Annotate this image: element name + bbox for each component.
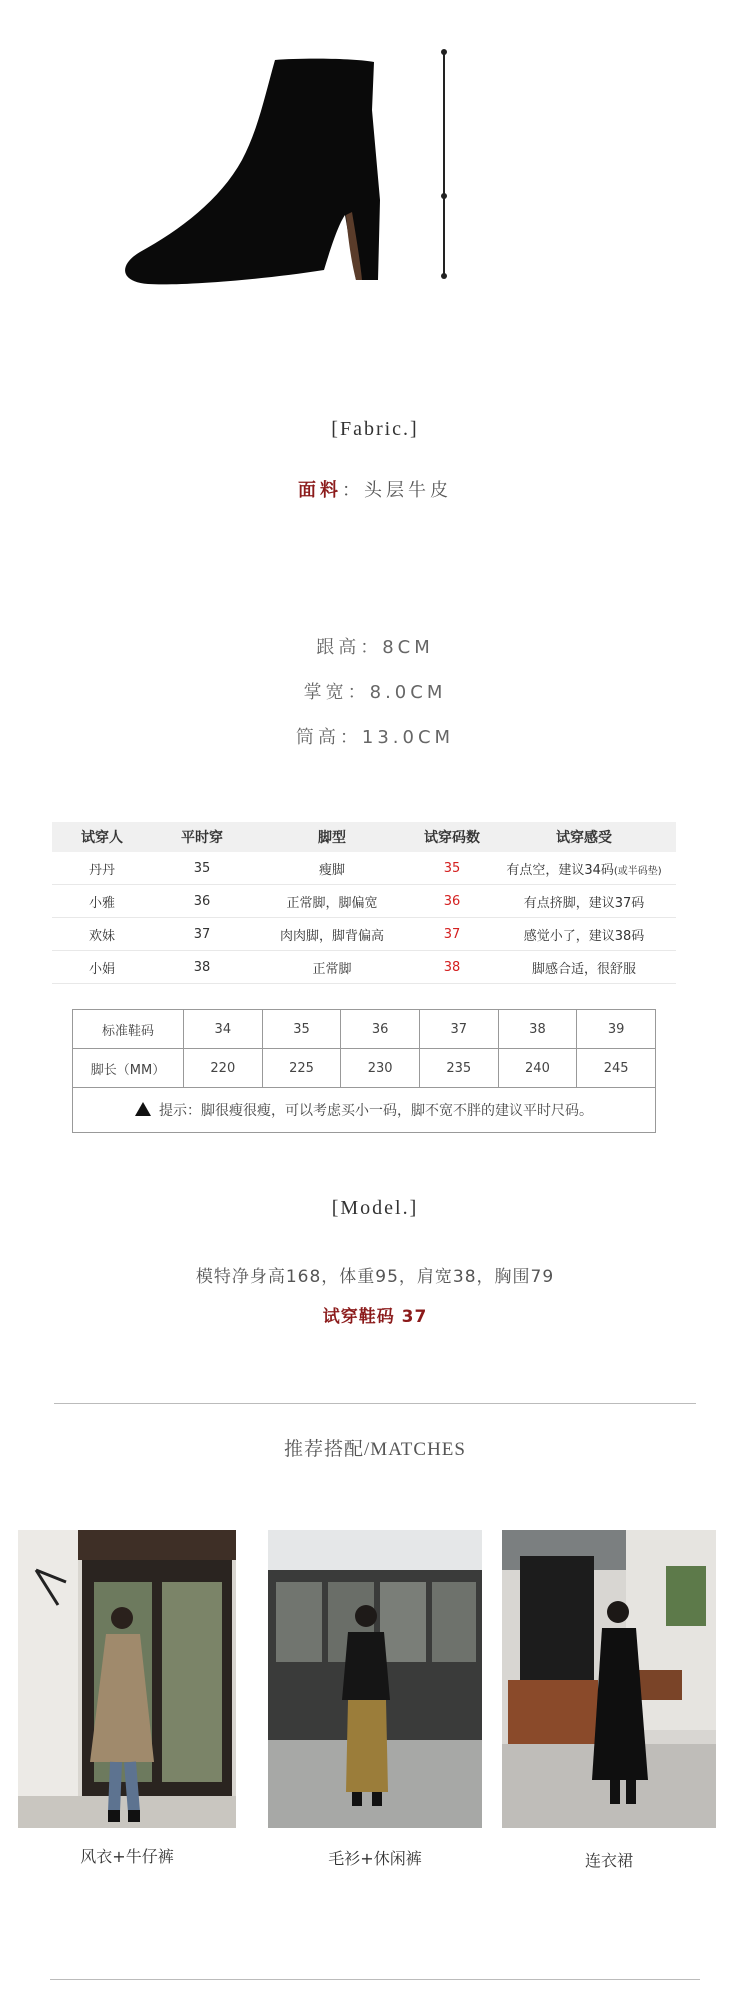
length-cell: 220	[184, 1049, 263, 1088]
match-caption-1: 风衣+牛仔裤	[80, 1847, 174, 1866]
tryon-feel: 有点挤脚，建议37码	[523, 895, 645, 911]
table-row	[52, 852, 676, 885]
tryon-tried: 36	[443, 893, 461, 909]
tryon-usual: 36	[193, 893, 211, 909]
model-section-title: [Model.]	[331, 1197, 419, 1219]
size-tip	[73, 1088, 656, 1133]
length-cell: 230	[341, 1049, 420, 1088]
length-cell: 235	[419, 1049, 498, 1088]
warning-triangle-icon	[135, 1102, 151, 1120]
tryon-header-foot: 脚型	[318, 830, 346, 846]
fabric-section-title: [Fabric.]	[331, 418, 419, 440]
foot-length-row-label: 脚长（MM）	[73, 1049, 184, 1088]
tryon-person: 欢妹	[88, 928, 115, 944]
fabric-line	[0, 476, 750, 502]
size-row	[73, 1010, 656, 1049]
matches-title: 推荐搭配/MATCHES	[284, 1439, 466, 1460]
match-caption-2: 毛衫+休闲裤	[328, 1849, 422, 1868]
tryon-table	[52, 822, 676, 984]
tryon-tried: 38	[443, 959, 461, 975]
tryon-usual: 38	[193, 959, 211, 975]
length-cell: 225	[262, 1049, 341, 1088]
fabric-separator: ：	[342, 480, 364, 501]
model-measurements: 模特净身高168，体重95，肩宽38，胸围79	[195, 1267, 555, 1287]
foot-length-row	[73, 1049, 656, 1088]
tryon-usual: 35	[193, 860, 211, 876]
tryon-person: 丹丹	[88, 862, 115, 878]
shaft-height-spec: 筒高：13.0CM	[295, 727, 455, 748]
size-cell: 39	[577, 1010, 656, 1049]
size-chart-table	[72, 1009, 656, 1133]
heel-height-spec: 跟高：8CM	[316, 637, 434, 658]
size-cell: 35	[262, 1010, 341, 1049]
tryon-header-person: 试穿人	[81, 830, 123, 846]
boot-product-image	[110, 40, 470, 290]
size-cell: 38	[498, 1010, 577, 1049]
size-cell: 37	[419, 1010, 498, 1049]
tryon-header-tried: 试穿码数	[424, 830, 480, 846]
tryon-header-row	[52, 822, 676, 852]
tryon-foot: 正常脚，脚偏宽	[286, 895, 378, 911]
tryon-header-feel: 试穿感受	[556, 830, 612, 846]
tryon-feel-text: 有点空，建议34码	[506, 862, 614, 878]
tryon-feel	[492, 859, 676, 878]
fabric-value: 头层牛皮	[364, 480, 452, 501]
size-row-label: 标准鞋码	[73, 1010, 184, 1049]
table-row	[52, 951, 676, 984]
tryon-foot: 肉肉脚，脚背偏高	[279, 928, 384, 944]
length-cell: 240	[498, 1049, 577, 1088]
tryon-feel: 脚感合适，很舒服	[531, 961, 636, 977]
size-cell: 36	[341, 1010, 420, 1049]
tryon-usual: 37	[193, 926, 211, 942]
match-caption-3: 连衣裙	[584, 1851, 633, 1870]
tryon-tried: 35	[443, 860, 461, 876]
tryon-header-usual: 平时穿	[181, 830, 223, 846]
tryon-feel-note: (或半码垫)	[613, 865, 662, 877]
match-photo-trench-jeans	[18, 1530, 236, 1828]
model-tried-size: 试穿鞋码 37	[322, 1307, 428, 1327]
table-row	[52, 918, 676, 951]
section-divider	[54, 1403, 696, 1404]
tryon-feel: 感觉小了，建议38码	[523, 928, 645, 944]
tryon-person: 小雅	[88, 895, 115, 911]
table-row	[52, 885, 676, 918]
tryon-tried: 37	[443, 926, 461, 942]
size-cell: 34	[184, 1010, 263, 1049]
length-cell: 245	[577, 1049, 656, 1088]
size-tip-text: 提示：脚很瘦很瘦，可以考虑买小一码，脚不宽不胖的建议平时尺码。	[159, 1103, 593, 1119]
match-photo-dress	[502, 1530, 716, 1828]
tip-row	[73, 1088, 656, 1133]
tryon-foot: 正常脚	[312, 961, 352, 977]
bottom-divider	[50, 1979, 700, 1980]
fabric-label: 面料	[298, 480, 342, 501]
tryon-person: 小娟	[88, 961, 115, 977]
match-photo-sweater-pants	[268, 1530, 482, 1828]
forefoot-width-spec: 掌宽：8.0CM	[303, 682, 447, 703]
tryon-foot: 瘦脚	[318, 862, 345, 878]
